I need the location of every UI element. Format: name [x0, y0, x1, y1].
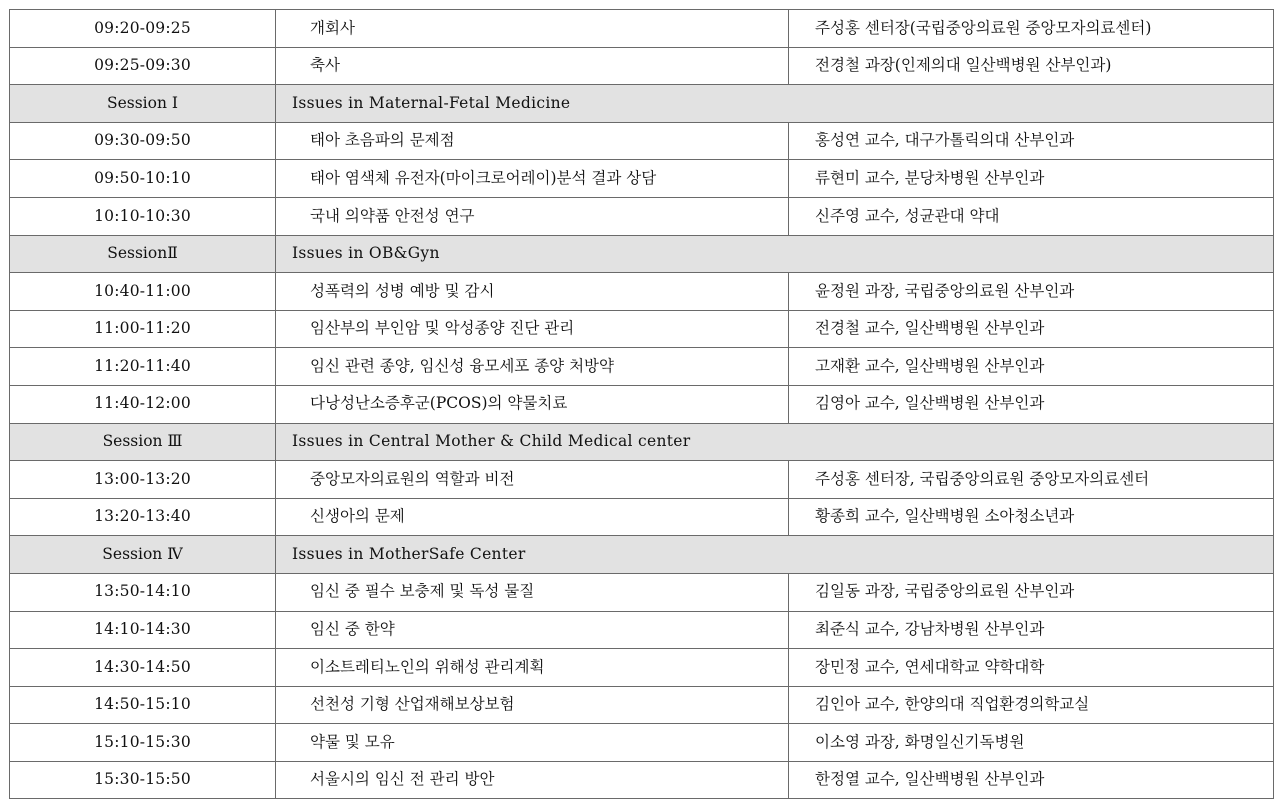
- time-cell: 13:50-14:10: [10, 573, 276, 611]
- speaker-cell: 최준식 교수, 강남차병원 산부인과: [789, 611, 1274, 649]
- table-row: [10, 686, 1274, 724]
- table-row: [10, 310, 1274, 348]
- topic-cell: 이소트레티노인의 위해성 관리계획: [276, 649, 789, 687]
- speaker-cell: 주성홍 센터장, 국립중앙의료원 중앙모자의료센터: [789, 461, 1274, 499]
- time-cell: 11:20-11:40: [10, 348, 276, 386]
- speaker-cell: 김일동 과장, 국립중앙의료원 산부인과: [789, 573, 1274, 611]
- session-title: Issues in OB&Gyn: [276, 235, 1274, 273]
- speaker-cell: 김인아 교수, 한양의대 직업환경의학교실: [789, 686, 1274, 724]
- speaker-cell: 윤정원 과장, 국립중앙의료원 산부인과: [789, 273, 1274, 311]
- speaker-cell: 신주영 교수, 성균관대 약대: [789, 197, 1274, 235]
- table-row: [10, 724, 1274, 762]
- table-row: [10, 122, 1274, 160]
- table-row: [10, 385, 1274, 423]
- topic-cell: 성폭력의 성병 예방 및 감시: [276, 273, 789, 311]
- session-header-row: [10, 235, 1274, 273]
- time-cell: 14:10-14:30: [10, 611, 276, 649]
- schedule-body: [10, 10, 1274, 799]
- table-row: [10, 761, 1274, 799]
- topic-cell: 임산부의 부인암 및 악성종양 진단 관리: [276, 310, 789, 348]
- speaker-cell: 전경철 교수, 일산백병원 산부인과: [789, 310, 1274, 348]
- session-label: Session Ⅳ: [10, 536, 276, 574]
- time-cell: 15:30-15:50: [10, 761, 276, 799]
- time-cell: 09:50-10:10: [10, 160, 276, 198]
- speaker-cell: 장민정 교수, 연세대학교 약학대학: [789, 649, 1274, 687]
- time-cell: 14:30-14:50: [10, 649, 276, 687]
- time-cell: 10:40-11:00: [10, 273, 276, 311]
- time-cell: 11:40-12:00: [10, 385, 276, 423]
- speaker-cell: 한정열 교수, 일산백병원 산부인과: [789, 761, 1274, 799]
- topic-cell: 신생아의 문제: [276, 498, 789, 536]
- schedule-table: [9, 9, 1274, 799]
- session-header-row: [10, 85, 1274, 123]
- time-cell: 13:20-13:40: [10, 498, 276, 536]
- time-cell: 13:00-13:20: [10, 461, 276, 499]
- topic-cell: 개회사: [276, 10, 789, 48]
- table-row: [10, 498, 1274, 536]
- topic-cell: 약물 및 모유: [276, 724, 789, 762]
- speaker-cell: 고재환 교수, 일산백병원 산부인과: [789, 348, 1274, 386]
- table-row: [10, 461, 1274, 499]
- speaker-cell: 류현미 교수, 분당차병원 산부인과: [789, 160, 1274, 198]
- table-row: [10, 10, 1274, 48]
- table-row: [10, 573, 1274, 611]
- topic-cell: 축사: [276, 47, 789, 85]
- session-title: Issues in Central Mother & Child Medical center: [276, 423, 1274, 461]
- topic-cell: 중앙모자의료원의 역할과 비전: [276, 461, 789, 499]
- topic-cell: 태아 염색체 유전자(마이크로어레이)분석 결과 상담: [276, 160, 789, 198]
- speaker-cell: 김영아 교수, 일산백병원 산부인과: [789, 385, 1274, 423]
- speaker-cell: 황종희 교수, 일산백병원 소아청소년과: [789, 498, 1274, 536]
- speaker-cell: 전경철 과장(인제의대 일산백병원 산부인과): [789, 47, 1274, 85]
- time-cell: 09:30-09:50: [10, 122, 276, 160]
- time-cell: 15:10-15:30: [10, 724, 276, 762]
- session-header-row: [10, 423, 1274, 461]
- time-cell: 14:50-15:10: [10, 686, 276, 724]
- time-cell: 09:20-09:25: [10, 10, 276, 48]
- table-row: [10, 197, 1274, 235]
- topic-cell: 서울시의 임신 전 관리 방안: [276, 761, 789, 799]
- speaker-cell: 이소영 과장, 화명일신기독병원: [789, 724, 1274, 762]
- table-row: [10, 348, 1274, 386]
- session-label: Session Ⅲ: [10, 423, 276, 461]
- time-cell: 10:10-10:30: [10, 197, 276, 235]
- topic-cell: 태아 초음파의 문제점: [276, 122, 789, 160]
- session-label: SessionⅡ: [10, 235, 276, 273]
- topic-cell: 선천성 기형 산업재해보상보험: [276, 686, 789, 724]
- topic-cell: 임신 관련 종양, 임신성 융모세포 종양 처방약: [276, 348, 789, 386]
- session-header-row: [10, 536, 1274, 574]
- time-cell: 11:00-11:20: [10, 310, 276, 348]
- table-row: [10, 160, 1274, 198]
- session-title: Issues in Maternal-Fetal Medicine: [276, 85, 1274, 123]
- table-row: [10, 47, 1274, 85]
- speaker-cell: 홍성연 교수, 대구가톨릭의대 산부인과: [789, 122, 1274, 160]
- table-row: [10, 649, 1274, 687]
- table-row: [10, 611, 1274, 649]
- table-row: [10, 273, 1274, 311]
- session-title: Issues in MotherSafe Center: [276, 536, 1274, 574]
- topic-cell: 국내 의약품 안전성 연구: [276, 197, 789, 235]
- time-cell: 09:25-09:30: [10, 47, 276, 85]
- session-label: Session Ⅰ: [10, 85, 276, 123]
- speaker-cell: 주성홍 센터장(국립중앙의료원 중앙모자의료센터): [789, 10, 1274, 48]
- topic-cell: 임신 중 한약: [276, 611, 789, 649]
- topic-cell: 다낭성난소증후군(PCOS)의 약물치료: [276, 385, 789, 423]
- schedule-document: [9, 9, 1273, 799]
- topic-cell: 임신 중 필수 보충제 및 독성 물질: [276, 573, 789, 611]
